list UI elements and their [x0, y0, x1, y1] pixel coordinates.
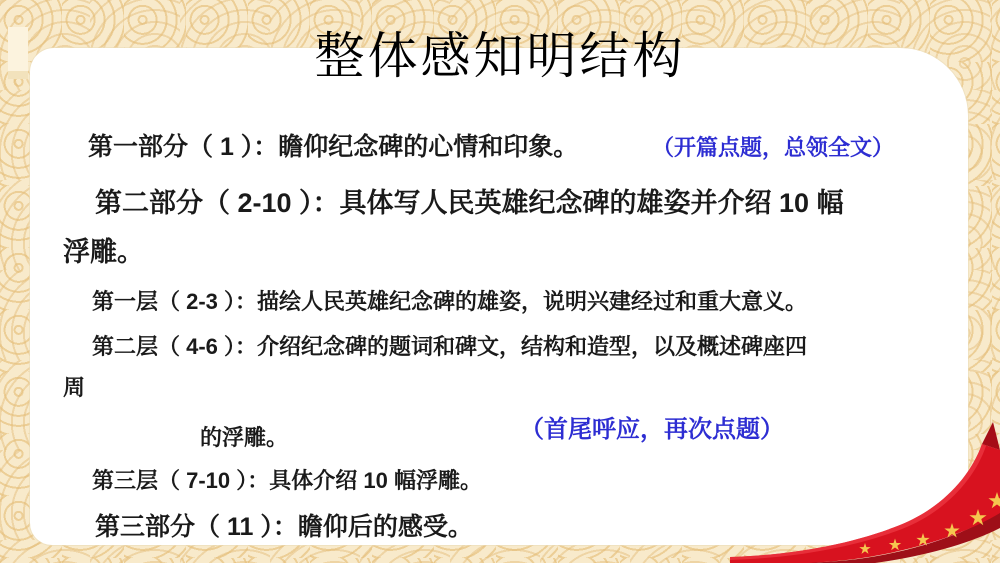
red-ribbon-icon	[730, 418, 1000, 563]
layer2-line: 第二层（ 4-6 ）：介绍纪念碑的题词和碑文，结构和造型，以及概述碑座四	[92, 334, 808, 359]
red-ribbon-decoration	[730, 418, 1000, 563]
layer1-line: 第一层（ 2-3 ）：描绘人民英雄纪念碑的雄姿，说明兴建经过和重大意义。	[92, 289, 808, 314]
slide-title: 整体感知明结构	[314, 28, 686, 84]
layer2-continuation-2: 的浮雕。	[200, 425, 289, 450]
part2-line: 第二部分（ 2-10 ）：具体写人民英雄纪念碑的雄姿并介绍 10 幅	[95, 188, 844, 218]
part3-line: 第三部分（ 11 ）：瞻仰后的感受。	[95, 513, 473, 541]
part1-annotation: （开篇点题，总领全文）	[652, 135, 895, 160]
layer2-continuation: 周	[63, 375, 86, 400]
closing-annotation: （首尾呼应，再次点题）	[520, 416, 784, 443]
layer3-line: 第三层（ 7-10 ）：具体介绍 10 幅浮雕。	[92, 468, 482, 493]
part1-line: 第一部分（ 1 ）：瞻仰纪念碑的心情和印象。	[88, 133, 579, 161]
part2-continuation: 浮雕。	[63, 237, 144, 267]
